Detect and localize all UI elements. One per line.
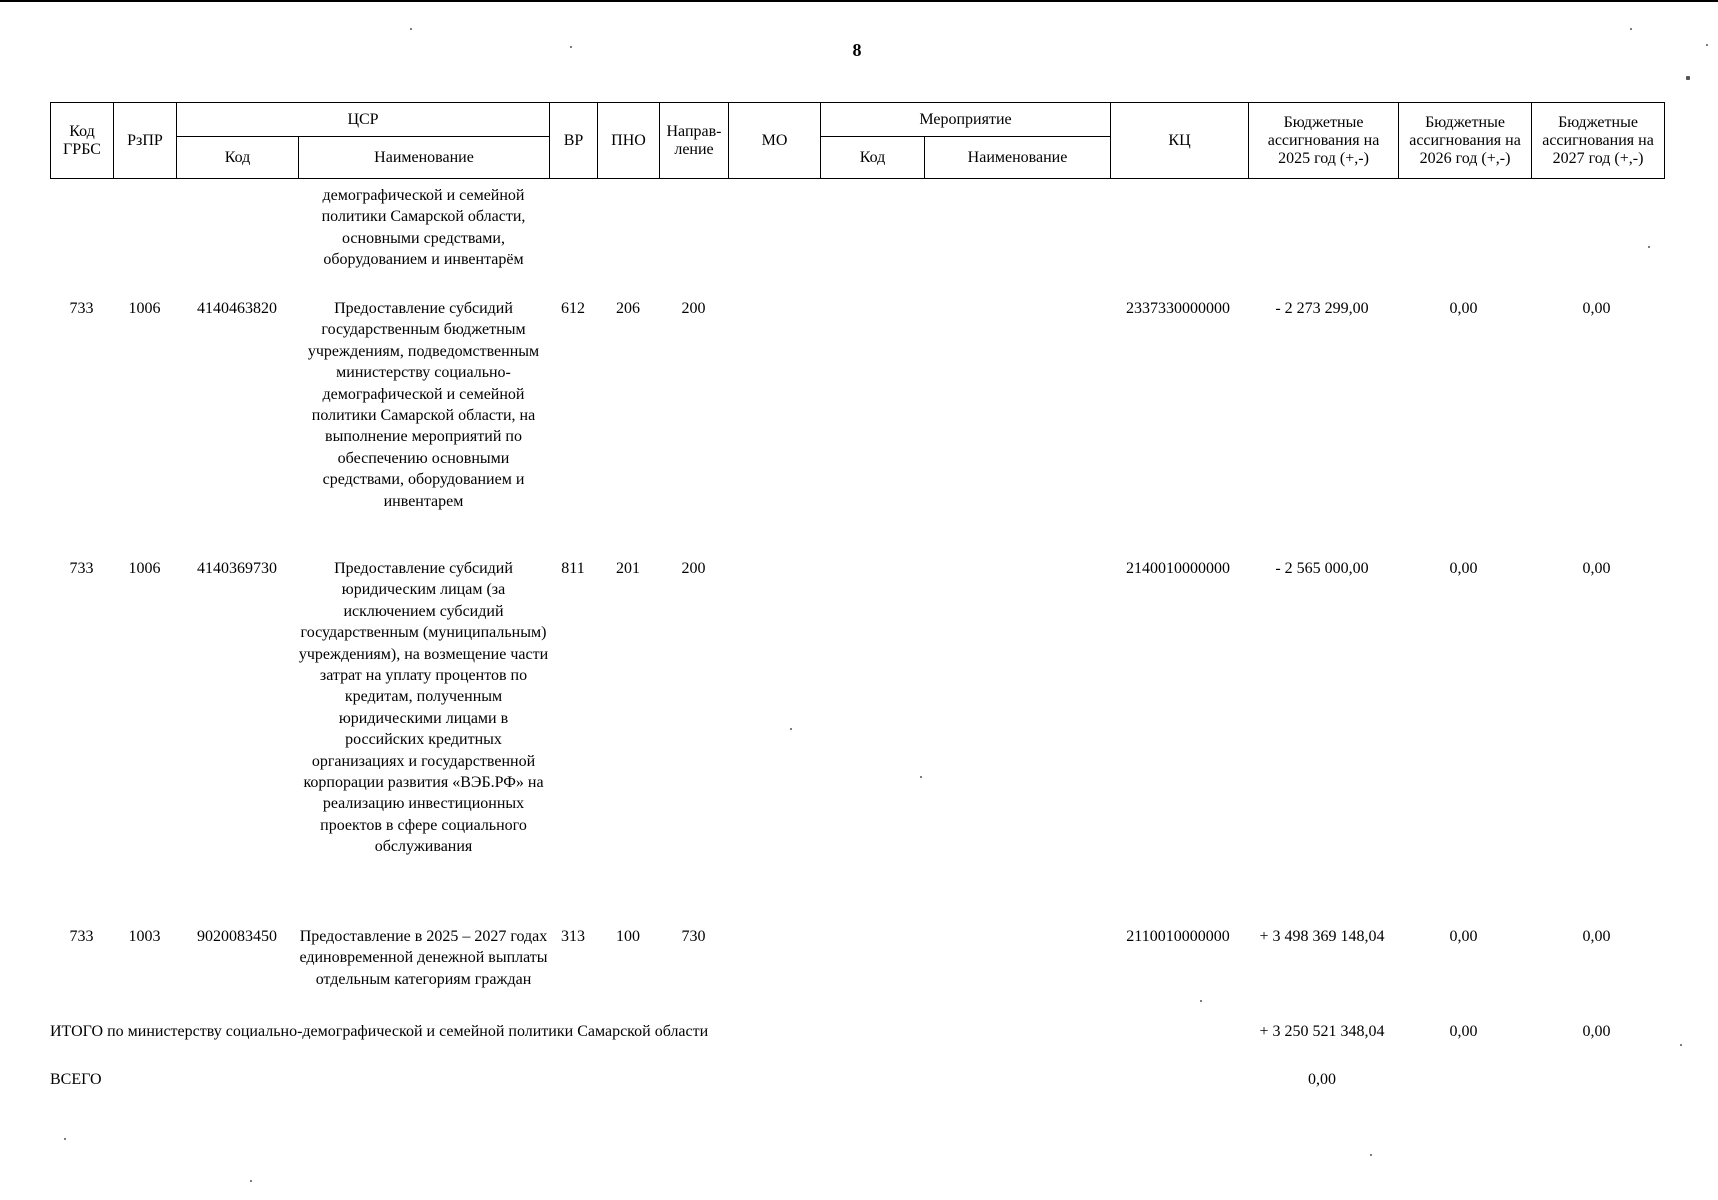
col-budget-2025: Бюджетные ассигнования на 2025 год (+,-): [1249, 103, 1399, 179]
col-kc: КЦ: [1111, 103, 1249, 179]
row-pno: 100: [616, 928, 640, 945]
col-mer-kod: Код: [821, 137, 925, 179]
row-rzpr: 1006: [128, 300, 161, 317]
col-napravlenie: Направ-ление: [660, 103, 729, 179]
scan-speck: [920, 776, 922, 778]
row-csr: 9020083450: [197, 928, 277, 945]
itogo-label: ИТОГО по министерству социально-демографической и семейной политики Самарской области: [50, 1023, 709, 1040]
scan-speck: [790, 728, 792, 730]
col-vr: ВР: [550, 103, 598, 179]
row-pno: 201: [616, 560, 640, 577]
table-header: [50, 102, 1665, 179]
col-csr-name: Наименование: [299, 137, 550, 179]
row-csr: 4140463820: [197, 300, 277, 317]
col-meropriyatie: Мероприятие: [821, 103, 1111, 137]
col-rzpr: РзПР: [114, 103, 177, 179]
table-body: [50, 180, 1664, 1088]
vsego-label: ВСЕГО: [50, 1071, 102, 1088]
row-vr: 811: [561, 560, 585, 577]
scan-speck: [64, 1138, 66, 1140]
row-napr: 730: [681, 928, 706, 945]
row-napr: 200: [681, 560, 706, 577]
col-budget-2027: Бюджетные ассигнования на 2027 год (+,-): [1532, 103, 1665, 179]
col-pno: ПНО: [598, 103, 660, 179]
vsego-value: 0,00: [1308, 1071, 1336, 1088]
row-pno: 206: [616, 300, 640, 317]
row-name: Предоставление в 2025 – 2027 годах единовременной денежной выплаты отдельным категориям граждан: [299, 928, 548, 988]
col-budget-2026: Бюджетные ассигнования на 2026 год (+,-): [1399, 103, 1532, 179]
row-vr: 313: [561, 928, 585, 945]
top-border-line: [0, 0, 1718, 2]
row-b2025: + 3 498 369 148,04: [1259, 928, 1385, 945]
row-vr: 612: [561, 300, 585, 317]
col-mer-name: Наименование: [925, 137, 1111, 179]
col-csr: ЦСР: [177, 103, 550, 137]
page-number: 8: [852, 40, 862, 60]
row-name: Предоставление субсидий государственным бюджетным учреждениям, подведомственным министерству социально-демографической и семейной политики Самарской области, на выполнение мероприятий по обеспечению основными средствами, оборудованием и инвентарем: [307, 300, 540, 510]
row-kc: 2337330000000: [1126, 300, 1230, 317]
row-b2027: 0,00: [1582, 928, 1611, 945]
scan-speck: [570, 46, 572, 48]
row-grbs: 733: [69, 560, 94, 577]
row-grbs: 733: [69, 300, 94, 317]
row-b2026: 0,00: [1449, 560, 1478, 577]
col-csr-kod: Код: [177, 137, 299, 179]
itogo-b2025: + 3 250 521 348,04: [1259, 1023, 1385, 1040]
scan-speck: [1648, 246, 1650, 248]
row-b2025: - 2 273 299,00: [1275, 300, 1369, 317]
scan-speck: [1370, 1154, 1372, 1156]
scan-speck: [1686, 76, 1690, 80]
col-kod-grbs: Код ГРБС: [51, 103, 114, 179]
scan-speck: [1200, 1000, 1202, 1002]
scan-speck: [410, 28, 412, 30]
col-mo: МО: [729, 103, 821, 179]
row-b2025: - 2 565 000,00: [1275, 560, 1369, 577]
row-rzpr: 1006: [128, 560, 161, 577]
row-name: Предоставление субсидий юридическим лицам (за исключением субсидий государственным (муниципальным) учреждениям), на возмещение части затрат на уплату процентов по кредитам, полученным юридическими лицами в российских кредитных организациях и государственной корпорации развития «ВЭБ.РФ» на реализацию инвестиционных проектов в сфере социального обслуживания: [298, 560, 549, 856]
itogo-b2026: 0,00: [1449, 1023, 1478, 1040]
continuation-name: демографической и семейной политики Самарской области, основными средствами, оборудованием и инвентарём: [321, 187, 526, 269]
itogo-b2027: 0,00: [1582, 1023, 1611, 1040]
row-kc: 2140010000000: [1126, 560, 1230, 577]
row-kc: 2110010000000: [1126, 928, 1230, 945]
row-csr: 4140369730: [197, 560, 277, 577]
scan-speck: [1680, 1044, 1682, 1046]
row-rzpr: 1003: [128, 928, 161, 945]
scan-speck: [1630, 28, 1632, 30]
scan-speck: [1706, 44, 1708, 46]
row-napr: 200: [681, 300, 706, 317]
row-grbs: 733: [69, 928, 94, 945]
scan-speck: [250, 1180, 252, 1182]
row-b2026: 0,00: [1449, 928, 1478, 945]
row-b2027: 0,00: [1582, 300, 1611, 317]
row-b2026: 0,00: [1449, 300, 1478, 317]
row-b2027: 0,00: [1582, 560, 1611, 577]
